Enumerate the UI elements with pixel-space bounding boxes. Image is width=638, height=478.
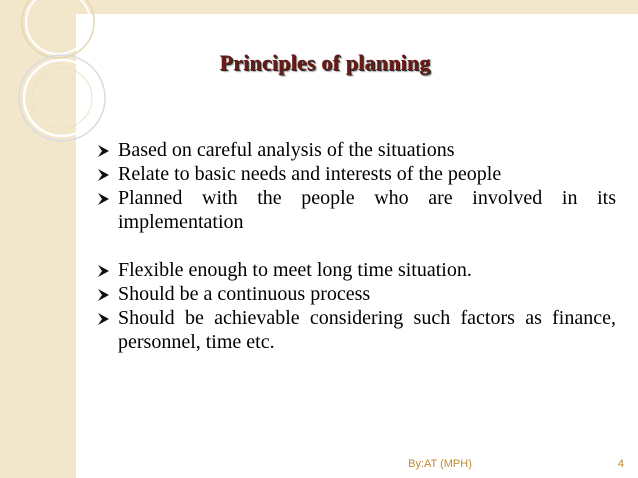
bullet-text: Should be achievable considering such factors as finance, personnel, time etc.	[118, 307, 616, 353]
footer-author: By:AT (MPH)	[408, 458, 472, 470]
bullet-item	[96, 138, 616, 162]
arrow-bullet-icon	[96, 263, 112, 279]
bullet-item	[96, 162, 616, 186]
page-number: 4	[617, 458, 624, 470]
bullet-item	[96, 186, 616, 234]
bullet-text: Relate to basic needs and interests of the people	[118, 163, 502, 185]
bullet-text: Should be a continuous process	[118, 283, 371, 305]
arrow-bullet-icon	[96, 287, 112, 303]
arrow-bullet-icon	[96, 143, 112, 159]
left-decorative-band	[0, 0, 76, 478]
top-decorative-band	[0, 0, 638, 14]
bullet-item	[96, 258, 616, 282]
bullet-text: Flexible enough to meet long time situation.	[118, 259, 472, 281]
bullet-text: Based on careful analysis of the situations	[118, 139, 455, 161]
arrow-bullet-icon	[96, 311, 112, 327]
bullet-list	[96, 138, 616, 354]
bullet-item	[96, 282, 616, 306]
slide-title: Principles of planning	[219, 50, 431, 75]
arrow-bullet-icon	[96, 167, 112, 183]
bullet-item	[96, 306, 616, 354]
arrow-bullet-icon	[96, 191, 112, 207]
bullet-text: Planned with the people who are involved in its implementation	[118, 187, 616, 233]
